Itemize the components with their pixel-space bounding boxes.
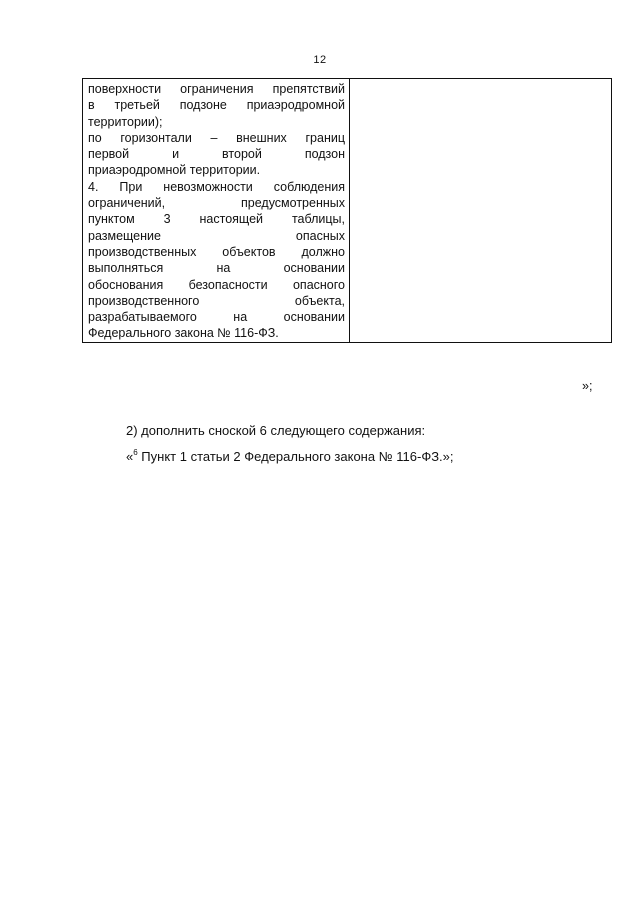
cell-line: ограничений, предусмотренных [88, 196, 345, 211]
cell-line: 4. При невозможности соблюдения [88, 179, 345, 194]
cell-line: пунктом 3 настоящей таблицы, [88, 212, 345, 227]
cell-line: выполняться на основании [88, 261, 345, 276]
cell-line: поверхности ограничения препятствий [88, 82, 345, 96]
footnote-mark: 6 [133, 448, 138, 457]
table-cell-left [83, 79, 350, 343]
closing-quote: »; [582, 379, 593, 393]
cell-line: Федерального закона № 116-ФЗ. [88, 326, 279, 341]
cell-line: производственных объектов должно [88, 244, 345, 259]
table-row [83, 79, 612, 343]
footnote-text: Пункт 1 статьи 2 Федерального закона № 116-ФЗ.»; [137, 449, 454, 464]
cell-line: производственного объекта, [88, 293, 345, 308]
open-quote: « [126, 449, 134, 464]
cell-line: обоснования безопасности опасного [88, 277, 345, 292]
table-cell-right [350, 79, 612, 343]
cell-line: по горизонтали – внешних границ [88, 130, 345, 145]
cell-line: размещение опасных [88, 228, 345, 243]
cell-line: первой и второй подзон [88, 147, 345, 162]
page-number: 12 [313, 54, 327, 66]
cell-line: в третьей подзоне приаэродромной [88, 98, 345, 113]
document-table [82, 78, 612, 343]
cell-line: разрабатываемого на основании [88, 310, 345, 325]
cell-line: территории); [88, 114, 163, 129]
cell-line: приаэродромной территории. [88, 163, 261, 178]
paragraph-footnote-text [126, 449, 454, 464]
paragraph-footnote-instruction: 2) дополнить сноской 6 следующего содержания: [126, 423, 426, 438]
